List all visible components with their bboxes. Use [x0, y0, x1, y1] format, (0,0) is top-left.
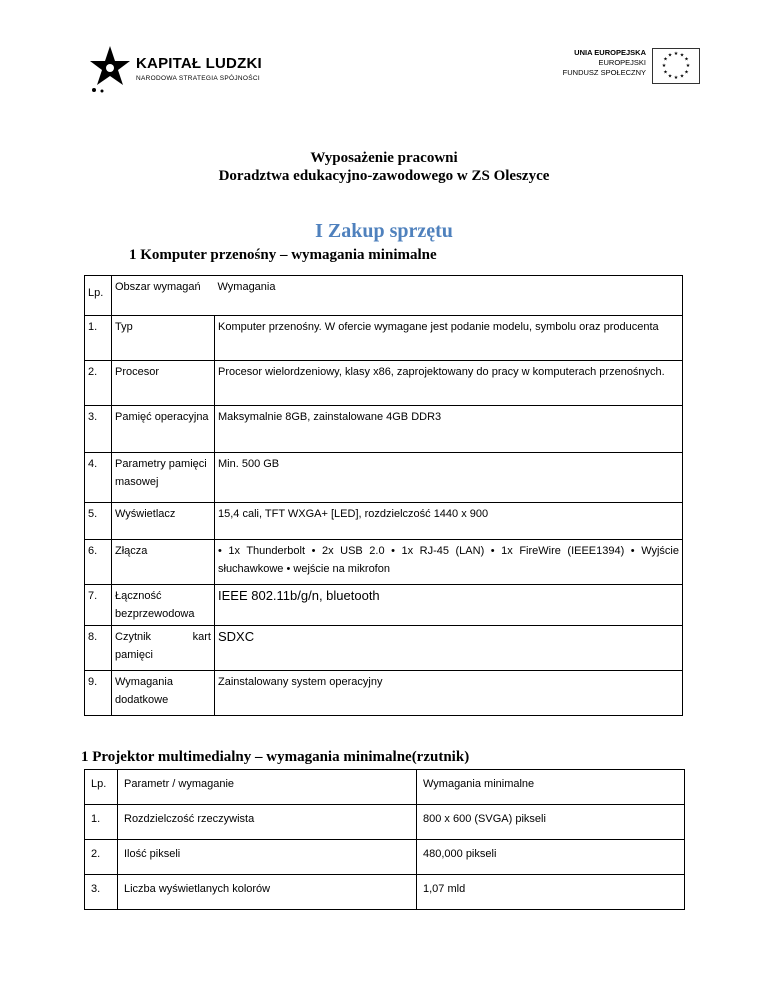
- row-parameter: Rozdzielczość rzeczywista: [118, 805, 417, 840]
- row-area: Procesor: [112, 361, 215, 406]
- row-lp: 3.: [85, 875, 118, 910]
- svg-text:★: ★: [673, 75, 679, 81]
- svg-text:★: ★: [663, 56, 668, 63]
- svg-text:★: ★: [667, 73, 673, 80]
- eu-line1: UNIA EUROPEJSKA: [574, 48, 646, 57]
- row-lp: 2.: [85, 361, 112, 406]
- row-area: Typ: [112, 316, 215, 361]
- document-title: [0, 149, 768, 185]
- title-line2: Doradztwa edukacyjno-zawodowego w ZS Oleszyce: [218, 168, 550, 184]
- table-row: [85, 361, 683, 406]
- row-requirement: Komputer przenośny. W ofercie wymagane jest podanie modelu, symbolu oraz producenta: [215, 316, 683, 361]
- table-row: [85, 540, 683, 585]
- header-min-requirements: Wymagania minimalne: [417, 770, 685, 805]
- row-area: Łączność bezprzewodowa: [112, 585, 215, 626]
- row-lp: 1.: [85, 805, 118, 840]
- star-figure-icon: [88, 44, 132, 94]
- row-lp: 2.: [85, 840, 118, 875]
- table-header-row: [85, 770, 685, 805]
- row-area: Wymagania dodatkowe: [112, 671, 215, 716]
- header-requirements: Wymagania: [215, 276, 683, 316]
- section-title: I Zakup sprzętu: [315, 220, 453, 242]
- row-requirement: 15,4 cali, TFT WXGA+ [LED], rozdzielczość 1440 x 900: [215, 503, 683, 540]
- table-row: [85, 316, 683, 361]
- svg-text:★: ★: [661, 63, 667, 69]
- eu-flag-icon: [652, 48, 700, 84]
- row-lp: 8.: [85, 626, 112, 671]
- row-requirement: SDXC: [215, 626, 683, 671]
- table-row: [85, 453, 683, 503]
- row-requirement: IEEE 802.11b/g/n, bluetooth: [215, 585, 683, 626]
- svg-text:★: ★: [663, 69, 668, 76]
- row-parameter: Liczba wyświetlanych kolorów: [118, 875, 417, 910]
- eu-line3: FUNDUSZ SPOŁECZNY: [562, 68, 646, 77]
- row-requirement: 800 x 600 (SVGA) pikseli: [417, 805, 685, 840]
- logo-subtitle: NARODOWA STRATEGIA SPÓJNOŚCI: [136, 75, 260, 82]
- header-parameter: Parametr / wymaganie: [118, 770, 417, 805]
- eu-line2: EUROPEJSKI: [598, 58, 646, 67]
- row-requirement: Zainstalowany system operacyjny: [215, 671, 683, 716]
- table-row: [85, 840, 685, 875]
- kapital-ludzki-logo: [88, 44, 278, 102]
- row-requirement: Min. 500 GB: [215, 453, 683, 503]
- row-lp: 7.: [85, 585, 112, 626]
- table-row: [85, 875, 685, 910]
- row-requirement: 480,000 pikseli: [417, 840, 685, 875]
- svg-text:★: ★: [679, 52, 685, 59]
- row-lp: 5.: [85, 503, 112, 540]
- row-area: Parametry pamięci masowej: [112, 453, 215, 503]
- row-requirement: Maksymalnie 8GB, zainstalowane 4GB DDR3: [215, 406, 683, 453]
- laptop-requirements-table: [84, 275, 683, 716]
- row-requirement: 1,07 mld: [417, 875, 685, 910]
- header-area: Obszar wymagań: [112, 276, 215, 316]
- title-line1: Wyposażenie pracowni: [310, 150, 458, 166]
- row-parameter: Ilość pikseli: [118, 840, 417, 875]
- row-lp: 3.: [85, 406, 112, 453]
- header-lp: Lp.: [85, 770, 118, 805]
- row-lp: 4.: [85, 453, 112, 503]
- table-row: [85, 406, 683, 453]
- eu-logo: [520, 48, 700, 92]
- row-lp: 1.: [85, 316, 112, 361]
- row-area: Wyświetlacz: [112, 503, 215, 540]
- row-requirement: • 1x Thunderbolt • 2x USB 2.0 • 1x RJ-45 (LAN) • 1x FireWire (IEEE1394) • Wyjście słuchawkowe • wejście na mikrofon: [215, 540, 683, 585]
- logo-title: KAPITAŁ LUDZKI: [136, 55, 262, 72]
- row-area: Złącza: [112, 540, 215, 585]
- header-lp: Lp.: [85, 276, 112, 316]
- subsection-laptop-title: 1 Komputer przenośny – wymagania minimalne: [129, 247, 437, 263]
- svg-text:★: ★: [684, 69, 689, 76]
- row-area: Pamięć operacyjna: [112, 406, 215, 453]
- svg-text:★: ★: [685, 63, 691, 69]
- svg-text:★: ★: [684, 56, 689, 63]
- table-row: [85, 805, 685, 840]
- subsection-projector-title: 1 Projektor multimedialny – wymagania minimalne(rzutnik): [81, 749, 470, 765]
- table-header-row: [85, 276, 683, 316]
- row-requirement: Procesor wielordzeniowy, klasy x86, zaprojektowany do pracy w komputerach przenośnych.: [215, 361, 683, 406]
- row-lp: 6.: [85, 540, 112, 585]
- table-row: [85, 671, 683, 716]
- svg-text:★: ★: [679, 73, 685, 80]
- page-header: [0, 40, 768, 110]
- projector-requirements-table: [84, 769, 685, 910]
- table-row: [85, 585, 683, 626]
- table-row: [85, 503, 683, 540]
- row-area: Czytnik kart pamięci: [112, 626, 215, 671]
- svg-text:★: ★: [673, 51, 679, 57]
- svg-text:★: ★: [667, 52, 673, 59]
- row-lp: 9.: [85, 671, 112, 716]
- table-row: [85, 626, 683, 671]
